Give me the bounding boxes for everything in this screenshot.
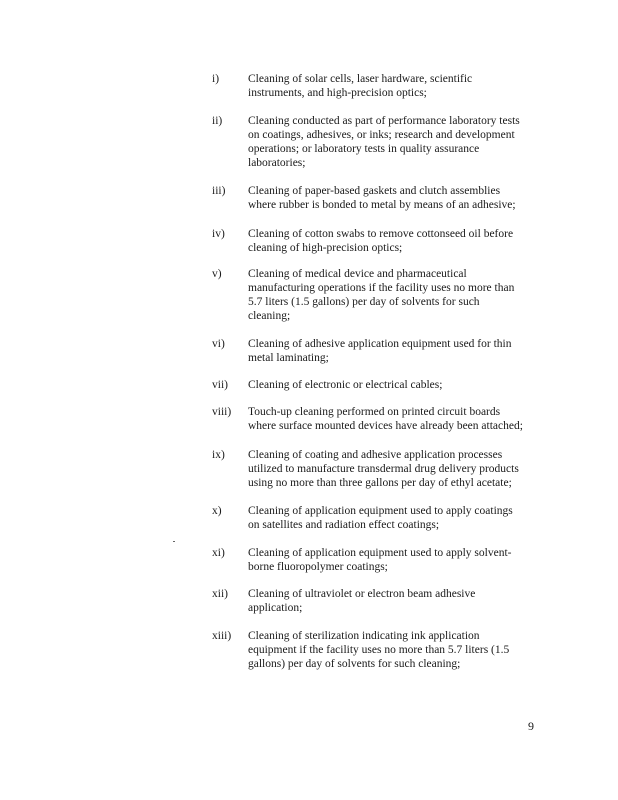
item-line: on coatings, adhesives, or inks; research and development <box>248 129 515 141</box>
item-numeral: iii) <box>212 185 226 197</box>
item-numeral: xi) <box>212 547 225 559</box>
item-numeral: x) <box>212 505 222 517</box>
item-line: 5.7 liters (1.5 gallons) per day of solvents for such <box>248 296 480 308</box>
item-line: laboratories; <box>248 157 306 169</box>
item-text <box>248 114 538 170</box>
item-line: where surface mounted devices have already been attached; <box>248 420 523 432</box>
item-line: cleaning of high-precision optics; <box>248 242 403 254</box>
item-line: Cleaning of cotton swabs to remove cottonseed oil before <box>248 228 514 240</box>
item-numeral: viii) <box>212 406 232 418</box>
item-numeral: vii) <box>212 379 228 391</box>
item-text <box>248 504 538 532</box>
item-line: Cleaning of application equipment used to apply solvent- <box>248 547 512 559</box>
item-line: manufacturing operations if the facility uses no more than <box>248 282 515 294</box>
item-numeral: ii) <box>212 115 223 127</box>
item-line: application; <box>248 602 303 614</box>
item-line: Touch-up cleaning performed on printed circuit boards <box>248 406 501 418</box>
item-line: utilized to manufacture transdermal drug delivery products <box>248 463 519 475</box>
item-line: cleaning; <box>248 310 291 322</box>
item-line: metal laminating; <box>248 352 329 364</box>
item-numeral: v) <box>212 268 222 280</box>
item-line: Cleaning of sterilization indicating ink application <box>248 630 480 642</box>
page-number: 9 <box>528 719 534 733</box>
item-text <box>248 448 538 490</box>
item-line: Cleaning of paper-based gaskets and clutch assemblies <box>248 185 501 197</box>
item-numeral: i) <box>212 73 220 85</box>
item-numeral: xii) <box>212 588 228 600</box>
item-line: Cleaning of medical device and pharmaceutical <box>248 268 467 280</box>
item-line: equipment if the facility uses no more than 5.7 liters (1.5 <box>248 644 510 656</box>
item-text <box>248 267 538 323</box>
item-text <box>248 227 538 255</box>
item-line: Cleaning of adhesive application equipment used for thin <box>248 338 512 350</box>
item-text <box>248 405 538 433</box>
item-text <box>248 378 538 392</box>
item-numeral: vi) <box>212 338 225 350</box>
item-text <box>248 629 538 671</box>
item-line: Cleaning of coating and adhesive application processes <box>248 449 503 461</box>
item-text <box>248 72 538 100</box>
item-line: Cleaning of solar cells, laser hardware, scientific <box>248 73 473 85</box>
item-numeral: iv) <box>212 228 225 240</box>
item-line: where rubber is bonded to metal by means of an adhesive; <box>248 199 516 211</box>
item-line: Cleaning conducted as part of performance laboratory tests <box>248 115 520 127</box>
item-text <box>248 587 538 615</box>
item-line: instruments, and high-precision optics; <box>248 87 427 99</box>
item-numeral: xiii) <box>212 630 232 642</box>
scan-speck <box>173 541 175 542</box>
item-line: on satellites and radiation effect coatings; <box>248 519 440 531</box>
item-numeral: ix) <box>212 449 225 461</box>
item-text <box>248 337 538 365</box>
item-line: operations; or laboratory tests in quality assurance <box>248 143 480 155</box>
item-line: using no more than three gallons per day of ethyl acetate; <box>248 477 512 489</box>
item-line: gallons) per day of solvents for such cleaning; <box>248 658 461 670</box>
item-line: borne fluoropolymer coatings; <box>248 561 388 573</box>
item-line: Cleaning of ultraviolet or electron beam adhesive <box>248 588 476 600</box>
item-text <box>248 184 538 212</box>
item-text <box>248 546 538 574</box>
item-line: Cleaning of electronic or electrical cables; <box>248 379 443 391</box>
item-line: Cleaning of application equipment used to apply coatings <box>248 505 513 517</box>
